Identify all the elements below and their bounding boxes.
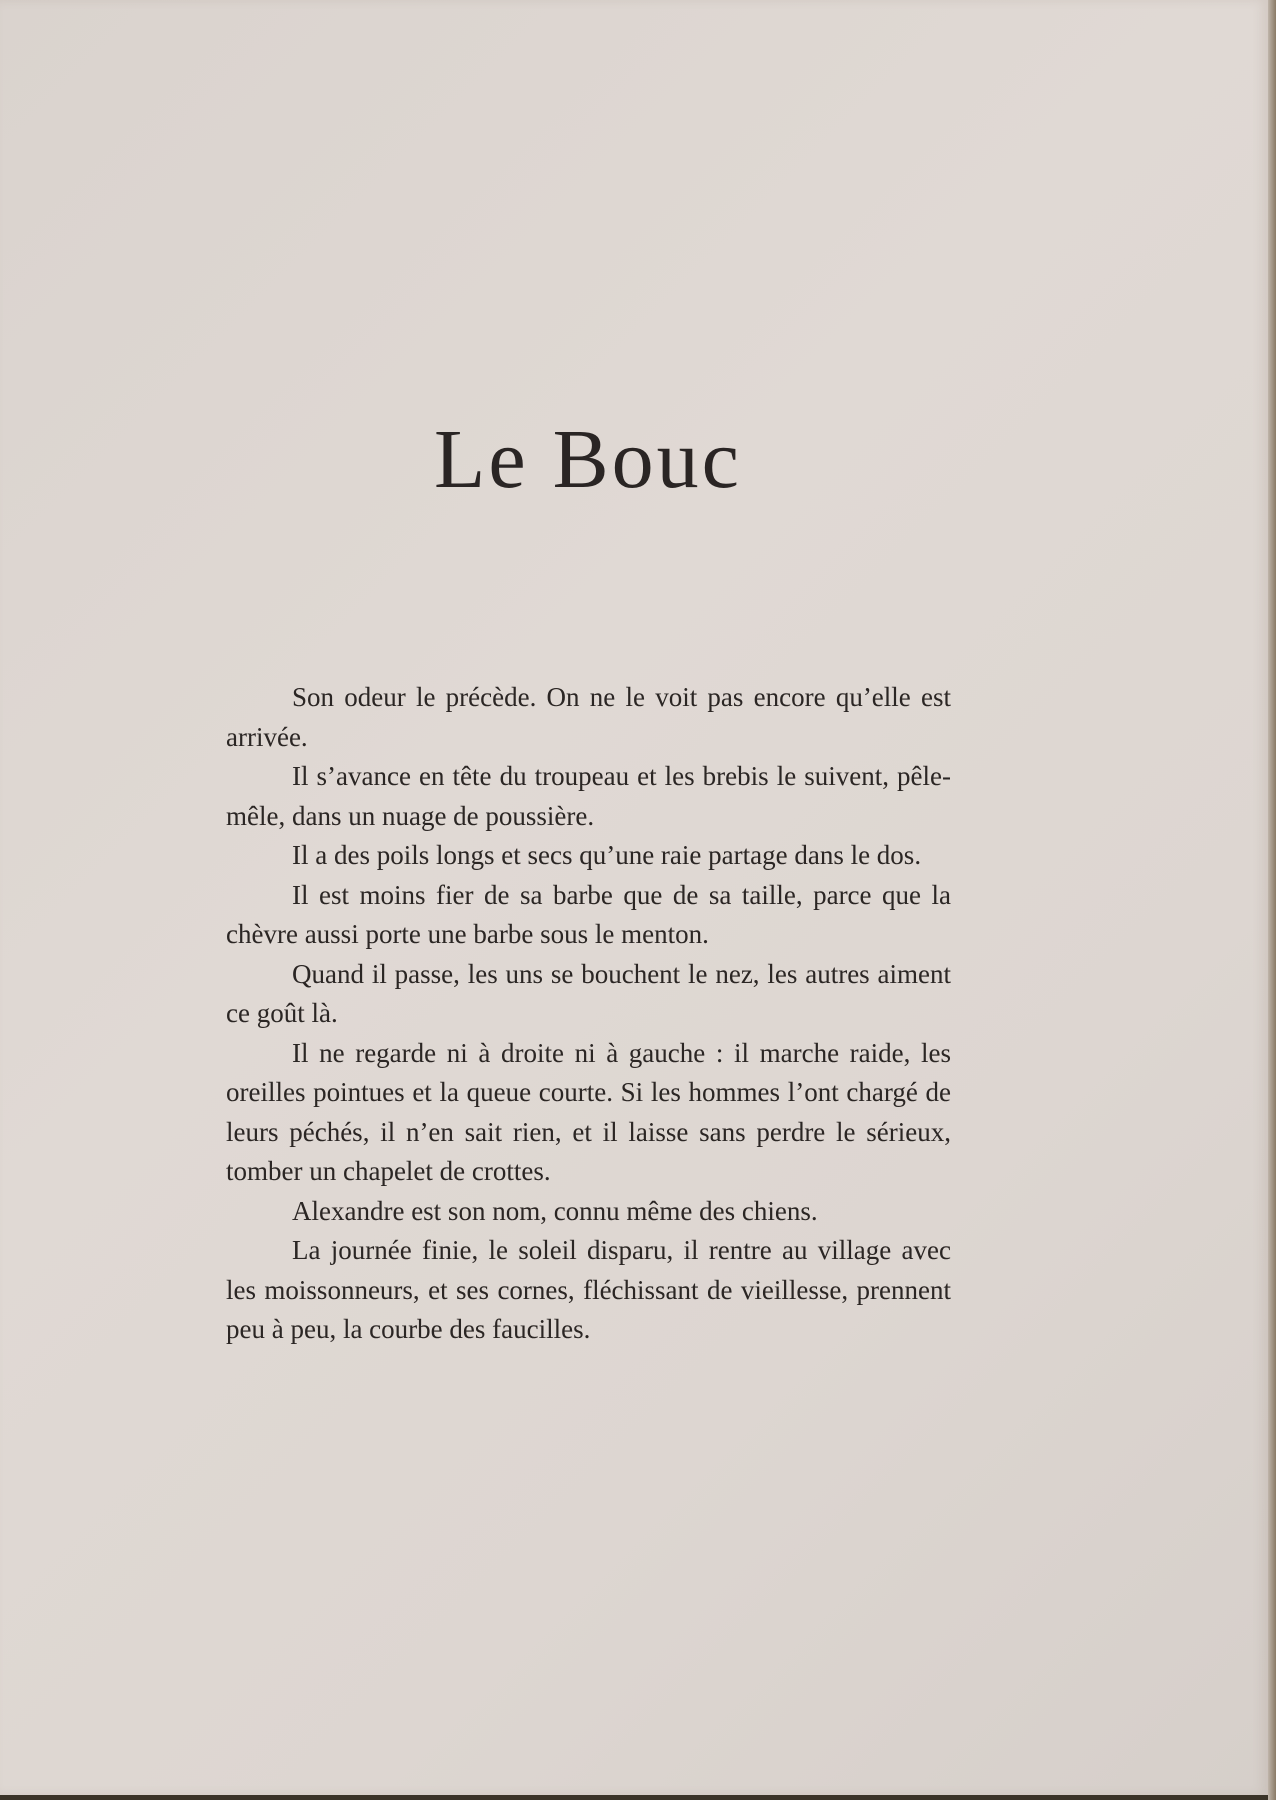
paragraph: Alexandre est son nom, connu même des chiens. [292,1195,818,1226]
paragraph: Il est moins fier de sa barbe que de sa taille, parce que la chèvre aussi porte une barbe sous le menton. [226,879,951,949]
page-title: Le Bouc [434,413,742,506]
page-edge [1268,0,1276,1800]
paragraph: La journée finie, le soleil disparu, il rentre au village avec les moissonneurs, et ses cornes, fléchissant de vieillesse, prennent peu à peu, la courbe des faucilles. [226,1235,951,1344]
paragraph: Quand il passe, les uns se bouchent le nez, les autres aiment ce goût là. [226,958,951,1028]
paragraph: Il ne regarde ni à droite ni à gauche : il marche raide, les oreilles pointues et la queue courte. Si les hommes l’ont chargé de leurs péchés, il n’en sait rien, et il laisse sans perdre le sérieux, tomber un chapelet de crottes. [226,1037,951,1186]
paragraph: Son odeur le précède. On ne le voit pas encore qu’elle est arrivée. [226,682,951,752]
paragraph: Il s’avance en tête du troupeau et les brebis le suivent, pêle-mêle, dans un nuage de poussière. [226,761,951,831]
prose-body [226,678,951,1350]
paragraph: Il a des poils longs et secs qu’une raie partage dans le dos. [292,840,922,870]
